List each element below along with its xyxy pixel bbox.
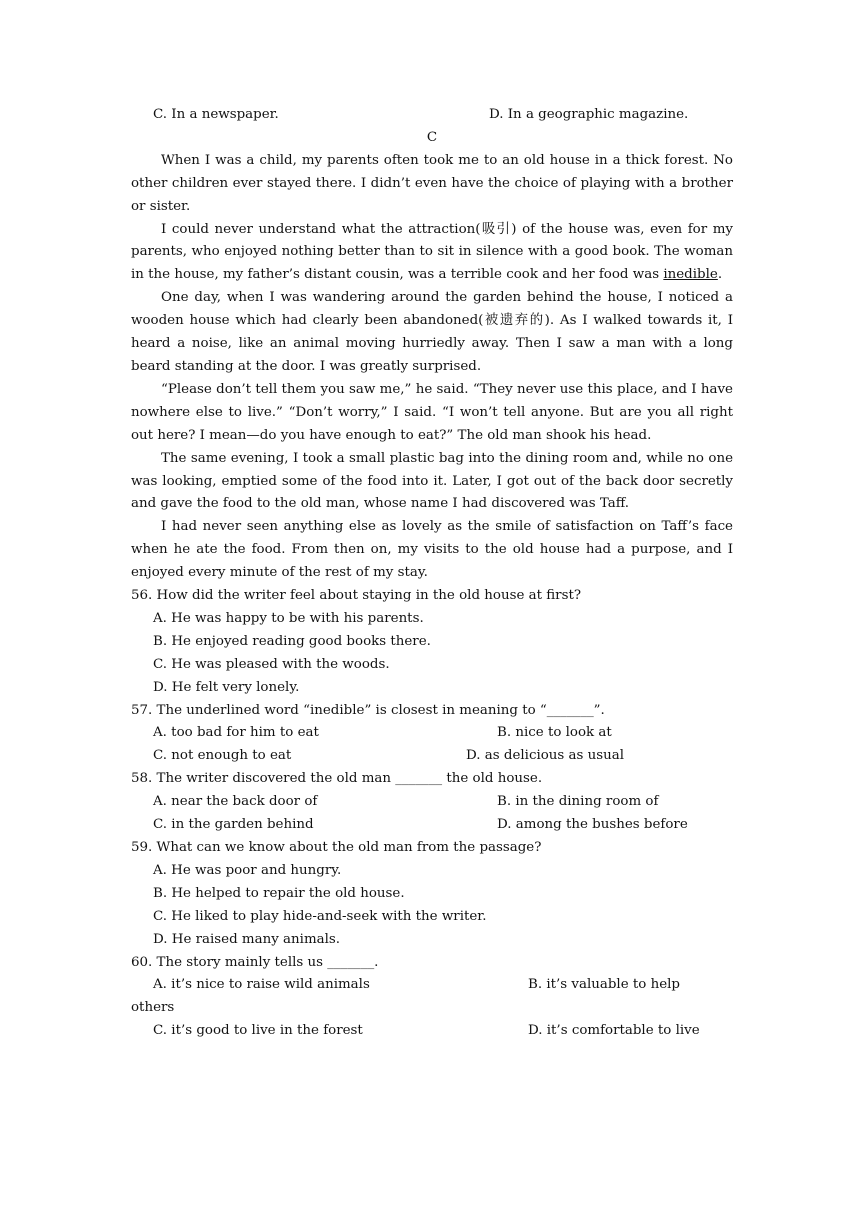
passage-paragraph-3: One day, when I was wandering around the garden behind the house, I noticed a wooden house which had clearly been abandoned(被遗弃的). As I walked towards it, I heard a noise, like an animal moving hurriedly away. Then I saw a man with a long beard standing at the door. I was greatly surprised. (131, 290, 733, 374)
question-56-stem: 56. How did the writer feel about staying in the old house at first? (131, 588, 582, 604)
question-60-stem: 60. The story mainly tells us _______. (131, 954, 379, 970)
passage-paragraph-4: “Please don’t tell them you saw me,” he said. “They never use this place, and I have nowhere else to live.” “Don’t worry,” I said. “I won’t tell anyone. But are you all right out here? I mean—do you have enough to eat?” The old man shook his head. (131, 381, 733, 443)
question-60-options-cd (131, 1020, 733, 1043)
passage-paragraph-5: The same evening, I took a small plastic bag into the dining room and, while no one was looking, emptied some of the food into it. Later, I got out of the back door secretly and gave the food to the old man, whose name I had discovered was Taff. (131, 450, 733, 512)
question-57-option-b: B. nice to look at (497, 725, 612, 741)
question-57-option-a: A. too bad for him to eat (153, 725, 319, 741)
option-c: C. In a newspaper. (153, 107, 279, 122)
passage-paragraph-2 (131, 219, 733, 288)
question-58-option-d: D. among the bushes before (497, 817, 688, 833)
passage-paragraph-6: I had never seen anything else as lovely as the smile of satisfaction on Taff’s face when he ate the food. From then on, my visits to the old house had a purpose, and I enjoyed every minute of the rest of my stay. (131, 519, 733, 581)
question-59-stem: 59. What can we know about the old man from the passage? (131, 840, 542, 855)
passage-paragraph-1: When I was a child, my parents often took me to an old house in a thick forest. No other children ever stayed there. I didn’t even have the choice of playing with a brother or sister. (131, 152, 733, 214)
question-60-option-c: C. it’s good to live in the forest (153, 1023, 363, 1039)
question-57-option-d: D. as delicious as usual (466, 748, 625, 764)
question-59-option-d: D. He raised many animals. (153, 931, 341, 947)
document-content (131, 104, 733, 1043)
question-58-stem: 58. The writer discovered the old man _______ the old house. (131, 771, 543, 787)
question-60-options-ab (131, 974, 733, 997)
question-57-option-c: C. not enough to eat (153, 748, 292, 764)
question-60-option-d: D. it’s comfortable to live (528, 1023, 700, 1039)
question-57-options-ab (131, 722, 733, 745)
question-58-option-b: B. in the dining room of (497, 794, 659, 810)
question-59-option-b: B. He helped to repair the old house. (153, 885, 405, 901)
question-58-options-cd (131, 814, 733, 837)
paragraph-2-text: I could never understand what the attraction(吸引) of the house was, even for my parents, who enjoyed nothing better than to sit in silence with a good book. The woman in the house, my father’s distant cousin, was a terrible cook and her food was (131, 221, 733, 283)
previous-question-options (131, 104, 733, 127)
question-57-stem: 57. The underlined word “inedible” is closest in meaning to “_______”. (131, 702, 605, 718)
underlined-word: inedible (663, 267, 718, 283)
paragraph-2-end: . (717, 267, 723, 283)
question-56-option-d: D. He felt very lonely. (153, 679, 300, 695)
question-60-option-b: B. it’s valuable to help (528, 977, 680, 993)
question-56-option-b: B. He enjoyed reading good books there. (153, 633, 431, 649)
question-56-option-c: C. He was pleased with the woods. (153, 656, 390, 672)
question-58-option-a: A. near the back door of (153, 794, 318, 810)
question-59-option-c: C. He liked to play hide-and-seek with the writer. (153, 908, 487, 924)
question-60-option-b-wrap: others (131, 1000, 175, 1016)
section-letter: C (426, 129, 438, 145)
question-60-option-a: A. it’s nice to raise wild animals (153, 977, 370, 993)
question-58-option-c: C. in the garden behind (153, 817, 314, 833)
question-57-options-cd (131, 745, 733, 768)
question-58-options-ab (131, 791, 733, 814)
question-59-option-a: A. He was poor and hungry. (153, 862, 342, 878)
option-d: D. In a geographic magazine. (489, 107, 689, 122)
question-56-option-a: A. He was happy to be with his parents. (153, 610, 424, 626)
